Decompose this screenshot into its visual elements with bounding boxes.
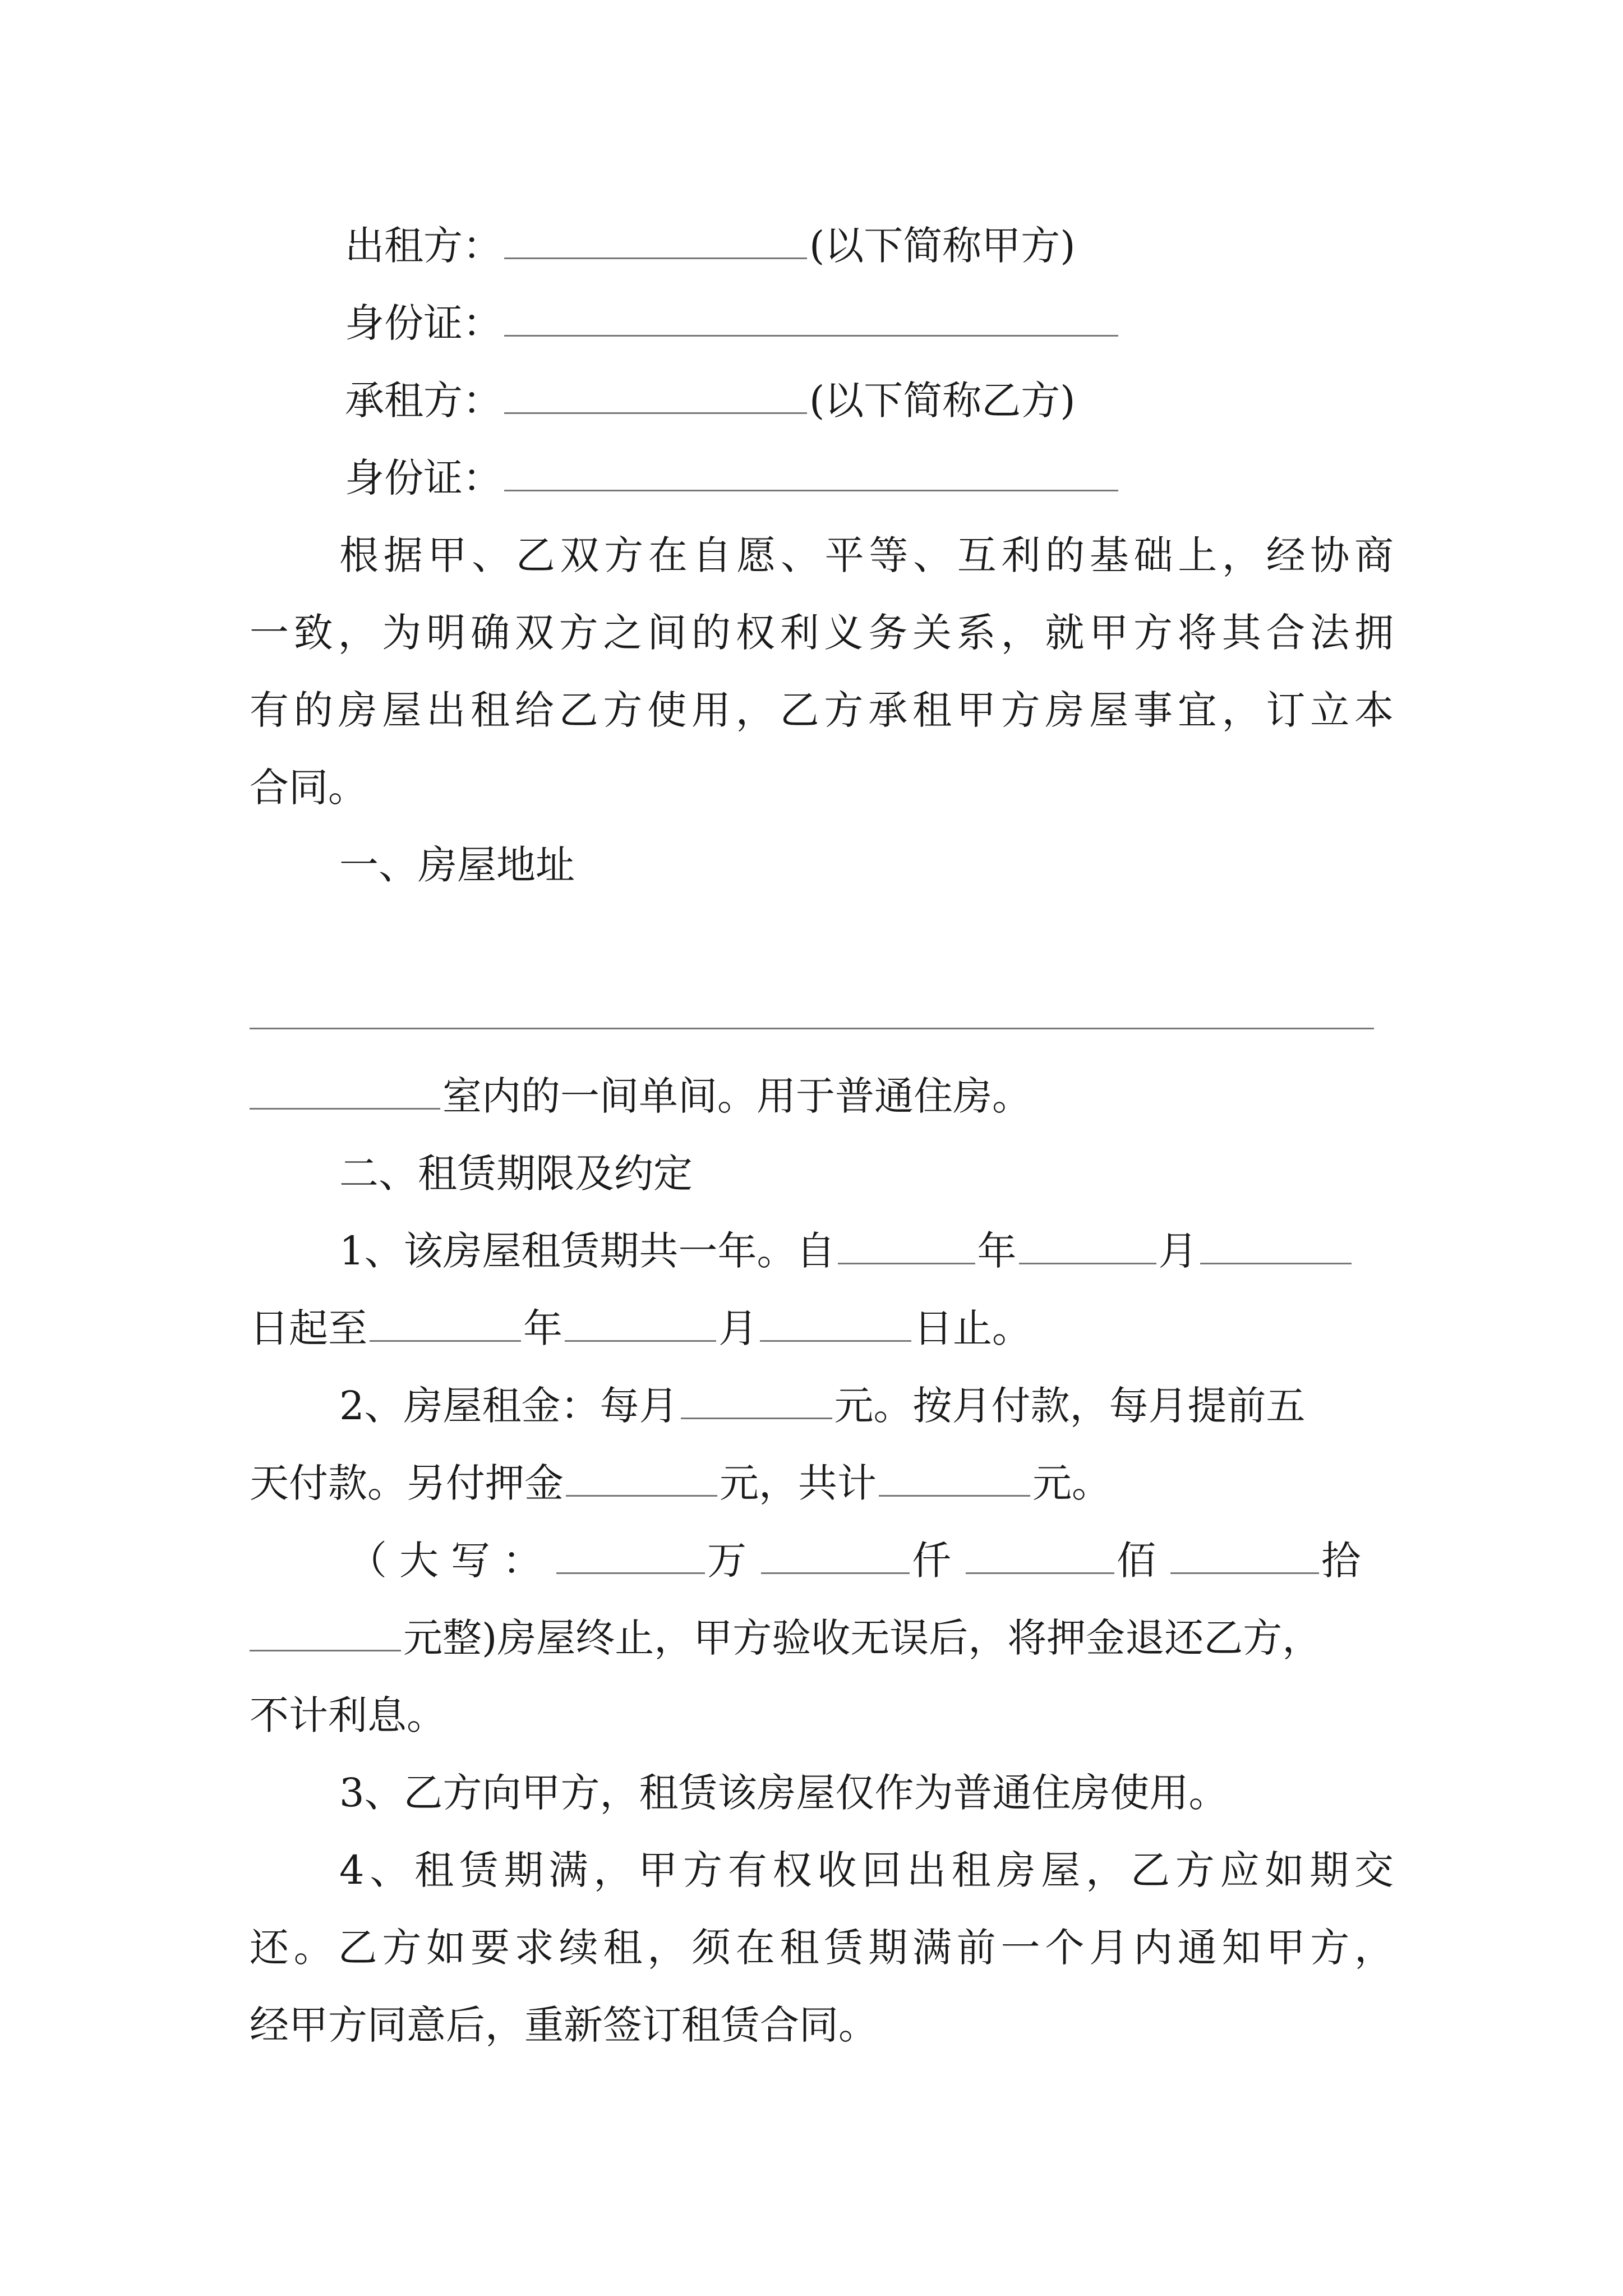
- clause-2-line-3: [348, 1533, 1492, 1589]
- clause-2-line-5: 不计利息。: [250, 1692, 446, 1738]
- clause-1-year-label: 年: [977, 1228, 1017, 1274]
- clause-2-caps-open: （大写：: [348, 1538, 554, 1584]
- lessee-suffix: (以下简称乙方): [809, 378, 1076, 424]
- lessee-id-label: 身份证：: [345, 455, 502, 501]
- clause-1-line-2: [250, 1300, 1394, 1356]
- address-room-blank[interactable]: [250, 1073, 440, 1110]
- clause-1-text-a: 1、该房屋租赁期共一年。自: [339, 1228, 836, 1274]
- start-day-blank[interactable]: [1200, 1228, 1352, 1264]
- clause-4-line-3: 经甲方同意后，重新签订租赁合同。: [250, 2002, 878, 2048]
- clause-4-line-2: 还。乙方如要求续租，须在租赁期满前一个月内通知甲方，: [250, 1925, 1394, 1971]
- clause-2-shi-label: 拾: [1321, 1538, 1361, 1584]
- clause-2-qian-label: 仟: [912, 1538, 951, 1584]
- end-day-blank[interactable]: [760, 1305, 911, 1342]
- lessee-id-blank[interactable]: [504, 455, 1118, 491]
- lessor-suffix: (以下简称甲方): [809, 223, 1076, 269]
- lessor-id-line: [345, 295, 1489, 351]
- clause-2-line-4: [250, 1610, 1394, 1666]
- clause-2-line-1: [339, 1378, 1483, 1434]
- clause-1-month2-label: 月: [718, 1305, 758, 1351]
- end-month-blank[interactable]: [565, 1305, 716, 1342]
- caps-shi-blank[interactable]: [1170, 1538, 1319, 1574]
- clause-2-text-d: 元，共计: [720, 1460, 877, 1506]
- lessor-id-blank[interactable]: [504, 300, 1118, 337]
- clause-4-line-1: 4、租赁期满，甲方有权收回出租房屋，乙方应如期交: [339, 1847, 1394, 1893]
- lessor-label: 出租方：: [345, 223, 502, 269]
- clause-1-text-b: 日起至: [250, 1305, 367, 1351]
- address-blank-line[interactable]: [250, 1028, 1374, 1029]
- clause-1-line-1: [339, 1223, 1483, 1279]
- address-tail-text: 室内的一间单间。用于普通住房。: [442, 1073, 1031, 1119]
- start-month-blank[interactable]: [1019, 1228, 1156, 1264]
- clause-1-year2-label: 年: [523, 1305, 562, 1351]
- caps-yuan-blank[interactable]: [250, 1615, 401, 1651]
- section-1-heading: 一、房屋地址: [339, 842, 575, 888]
- clause-2-text-b: 元。按月付款，每月提前五: [834, 1383, 1306, 1429]
- lessee-id-line: [345, 450, 1489, 506]
- clause-2-text-c: 天付款。另付押金: [250, 1460, 564, 1506]
- clause-2-text-a: 2、房屋租金：每月: [339, 1383, 679, 1429]
- clause-1-month-label: 月: [1158, 1228, 1198, 1274]
- clause-2-text-e: 元。: [1032, 1460, 1111, 1506]
- clause-1-end-text: 日止。: [914, 1305, 1031, 1351]
- lessee-name-blank[interactable]: [504, 378, 807, 414]
- clause-2-line-2: [250, 1455, 1394, 1511]
- intro-line-3: 有的房屋出租给乙方使用，乙方承租甲方房屋事宜，订立本: [250, 687, 1394, 733]
- end-year-blank[interactable]: [370, 1305, 521, 1342]
- section-2-heading: 二、租赁期限及约定: [339, 1151, 693, 1197]
- clause-2-wan-label: 万: [707, 1538, 746, 1584]
- lessee-line: [345, 372, 1489, 429]
- lessor-id-label: 身份证：: [345, 300, 502, 346]
- clause-2-text-f: 元整)房屋终止，甲方验收无误后，将押金退还乙方，: [403, 1615, 1322, 1661]
- intro-line-4: 合同。: [250, 765, 367, 811]
- address-tail-line: [250, 1068, 1394, 1124]
- intro-line-1: 根据甲、乙双方在自愿、平等、互利的基础上，经协商: [339, 532, 1394, 578]
- lessor-line: [345, 218, 1489, 274]
- intro-line-2: 一致，为明确双方之间的权利义务关系，就甲方将其合法拥: [250, 610, 1394, 656]
- clause-2-bai-label: 佰: [1117, 1538, 1156, 1584]
- caps-wan-blank[interactable]: [556, 1538, 705, 1574]
- start-year-blank[interactable]: [838, 1228, 975, 1264]
- lessor-name-blank[interactable]: [504, 223, 807, 259]
- caps-bai-blank[interactable]: [966, 1538, 1114, 1574]
- deposit-blank[interactable]: [566, 1460, 717, 1497]
- caps-qian-blank[interactable]: [761, 1538, 910, 1574]
- total-blank[interactable]: [879, 1460, 1030, 1497]
- monthly-rent-blank[interactable]: [681, 1383, 832, 1419]
- lessee-label: 承租方：: [345, 378, 502, 424]
- clause-3-line: 3、乙方向甲方，租赁该房屋仅作为普通住房使用。: [339, 1770, 1228, 1816]
